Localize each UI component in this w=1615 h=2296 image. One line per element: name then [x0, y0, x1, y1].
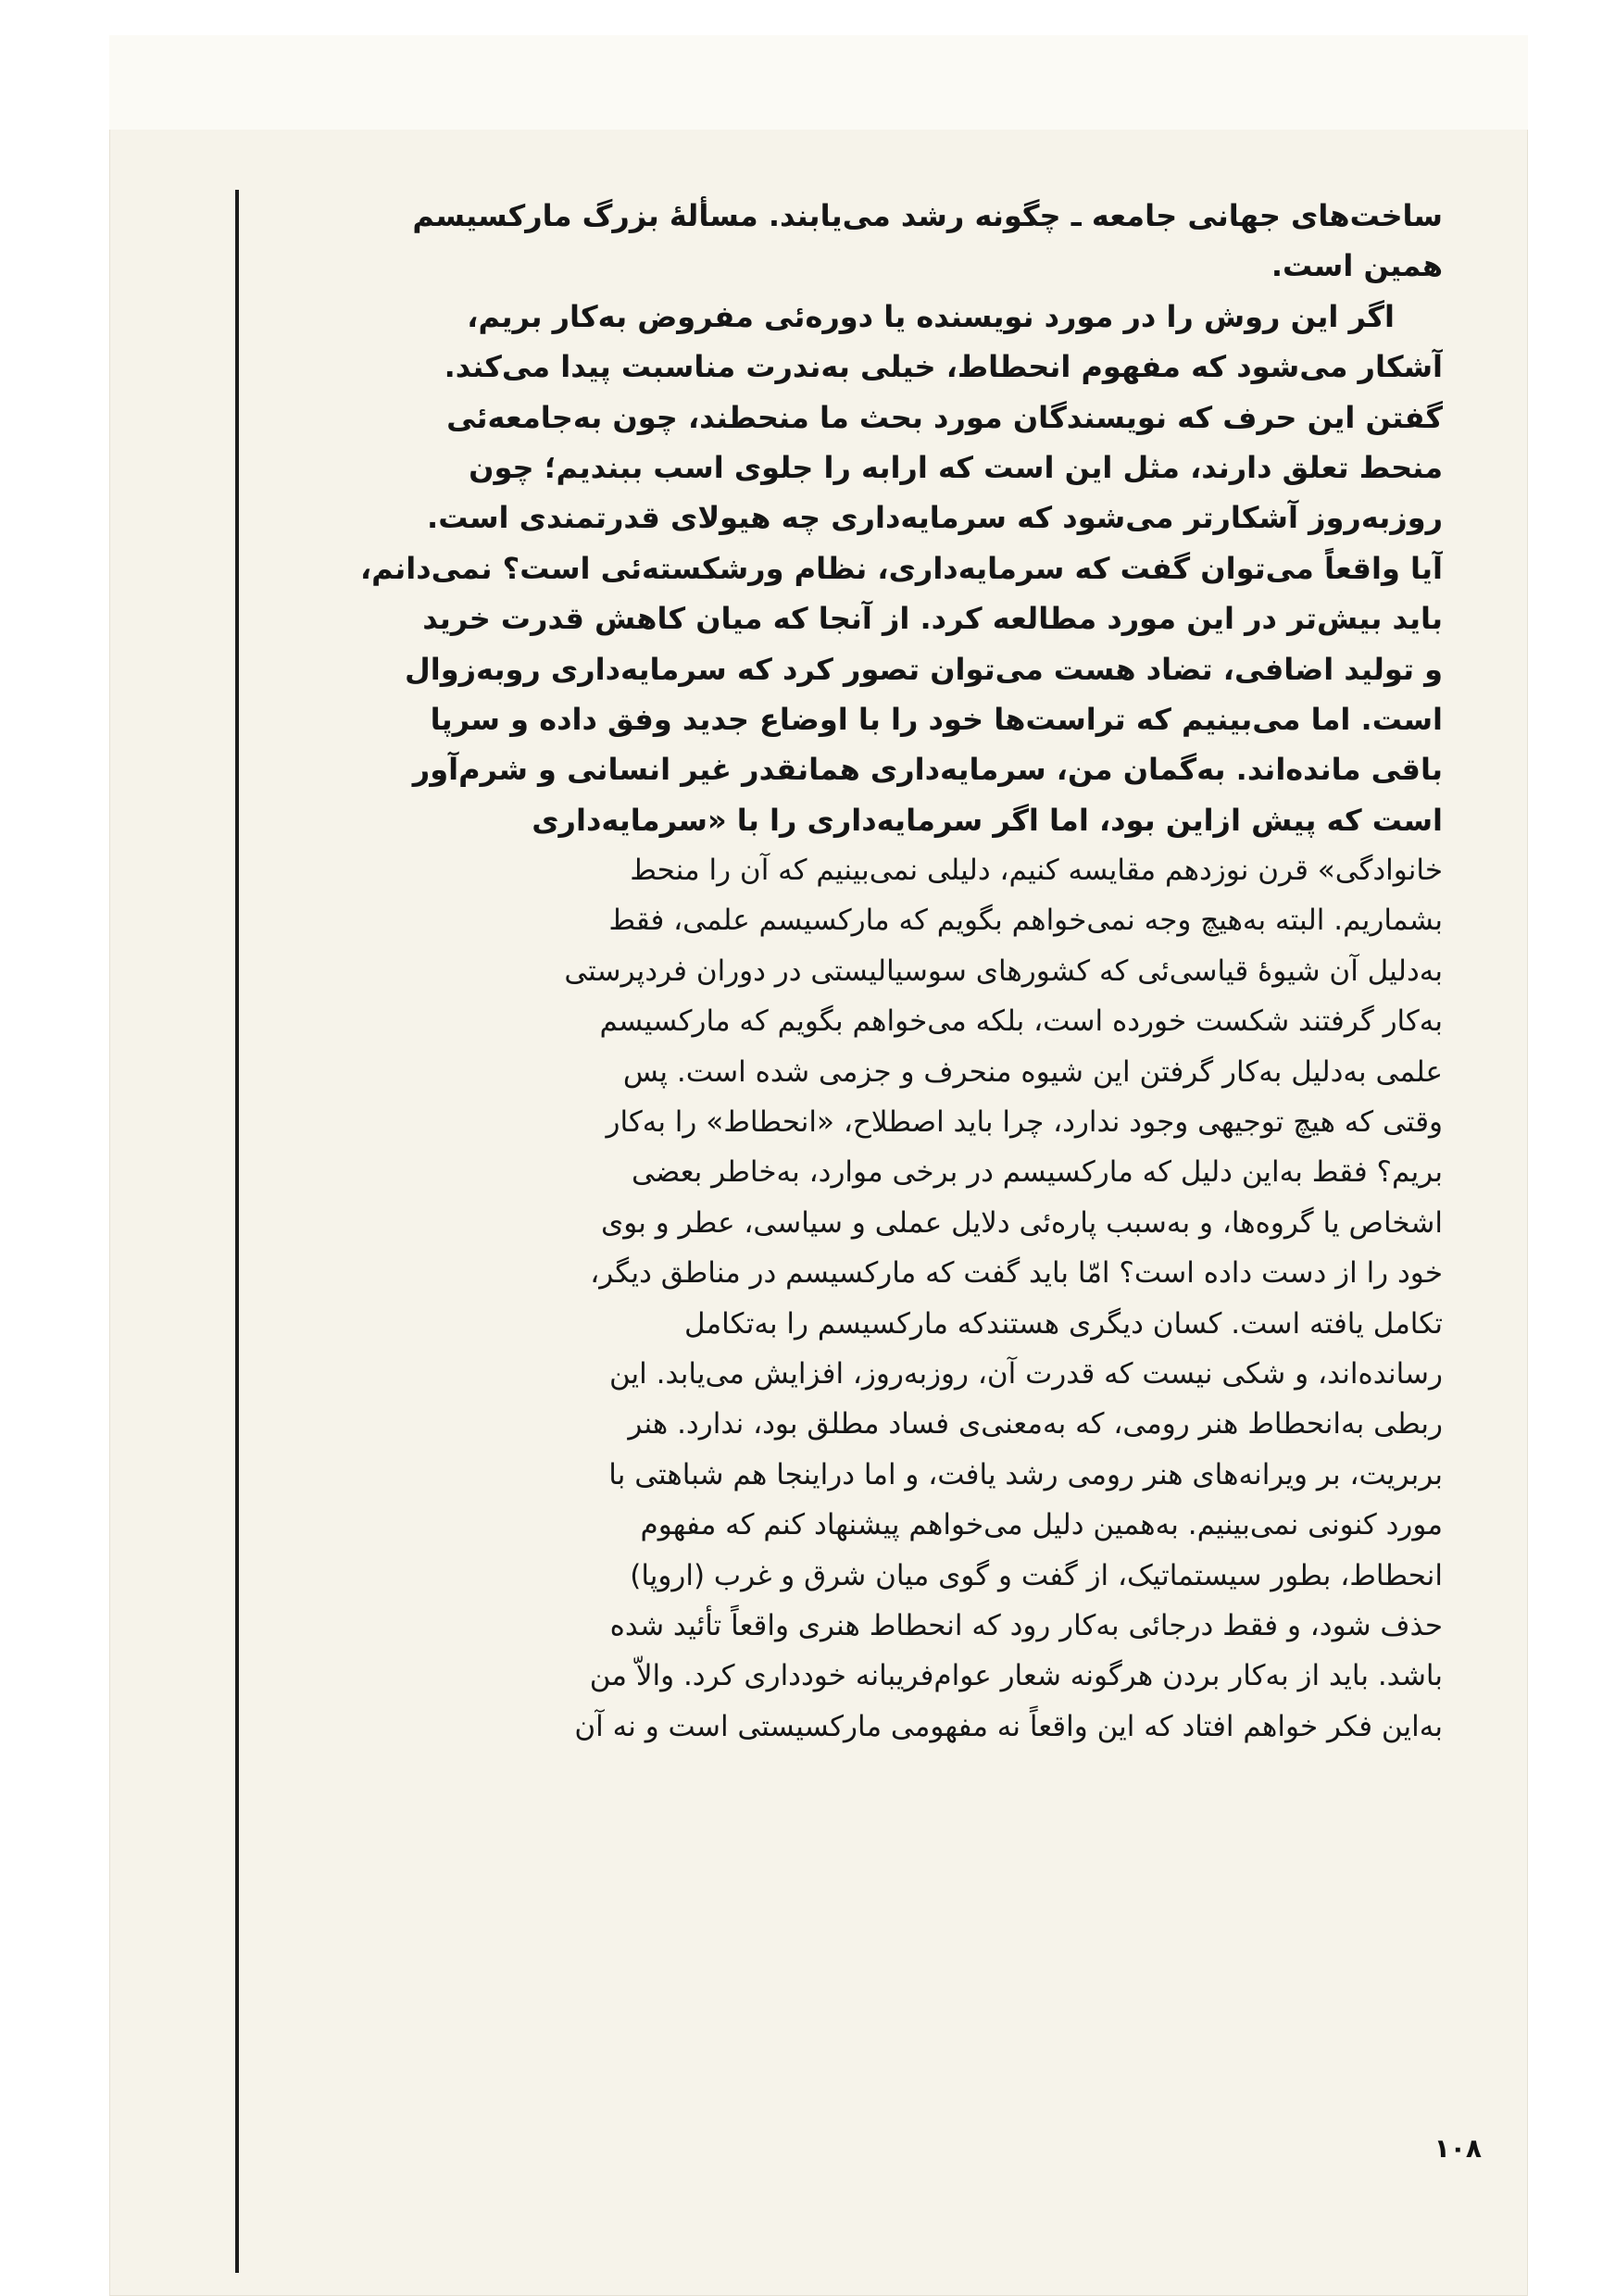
text-line: حذف شود، و فقط درجائی به‌کار رود که انحطاط هنری واقعاً تأئید شده: [609, 1608, 1443, 1642]
text-line: رسانده‌اند، و شکی نیست که قدرت آن، روزبه‌روز، افزایش می‌یابد. این: [608, 1356, 1443, 1391]
text-line: به‌دلیل آن شیوهٔ قیاسی‌ئی که کشورهای سوسیالیستی در دوران فردپرستی: [564, 954, 1443, 988]
text-line: انحطاط، بطور سیستماتیک، از گفت و گوی میان شرق و غرب (اروپا): [630, 1558, 1443, 1592]
text-line: باشد. باید از به‌کار بردن هرگونه شعار عوام‌فریبانه خودداری کرد. والاّ من: [589, 1659, 1443, 1693]
text-line: روزبه‌روز آشکارتر می‌شود که سرمایه‌داری چه هیولای قدرتمندی است.: [427, 500, 1443, 536]
text-line: همین است.: [1271, 248, 1443, 284]
text-line: خانوادگی» قرن نوزدهم مقایسه کنیم، دلیلی نمی‌بینیم که آن را منحط: [630, 854, 1443, 888]
faded-bleedthrough-band: [109, 35, 1528, 130]
text-line: خود را از دست داده است؟ امّا باید گفت که مارکسیسم در مناطق دیگر،: [590, 1256, 1443, 1291]
text-line: بشماریم. البته به‌هیچ وجه نمی‌خواهم بگویم که مارکسیسم علمی، فقط: [608, 904, 1443, 938]
text-line: گفتن این حرف که نویسندگان مورد بحث ما منحطند، چون به‌جامعه‌ئی: [446, 399, 1443, 435]
text-line: علمی به‌دلیل به‌کار گرفتن این شیوه منحرف و جزمی شده است. پس: [622, 1054, 1443, 1089]
text-line: ساخت‌های جهانی جامعه ـ چگونه رشد می‌یابند. مسألهٔ بزرگ مارکسیسم: [412, 198, 1443, 233]
lower-text-section: [248, 845, 1443, 1752]
body-text: [248, 191, 1443, 1752]
text-line: ربطی به‌انحطاط هنر رومی، که به‌معنی‌ی فساد مطلق بود، ندارد. هنر: [628, 1407, 1443, 1441]
text-line: به‌این فکر خواهم افتاد که این واقعاً نه مفهومی مارکسیستی است و نه آن: [574, 1709, 1443, 1743]
text-line: اشخاص یا گروه‌ها، و به‌سبب پاره‌ئی دلایل عملی و سیاسی، عطر و بوی: [600, 1205, 1443, 1240]
paragraph-first-line: اگر این روش را در مورد نویسنده یا دوره‌ئی مفروض به‌کار بریم،: [467, 298, 1395, 334]
page-number: ۱۰۸: [1433, 2132, 1482, 2164]
text-line: آیا واقعاً می‌توان گفت که سرمایه‌داری، نظام ورشکسته‌ئی است؟ نمی‌دانم،: [360, 550, 1443, 586]
text-line: است. اما می‌بینیم که تراست‌ها خود را با اوضاع جدید وفق داده و سرپا: [430, 701, 1443, 737]
text-line: منحط تعلق دارند، مثل این است که ارابه را جلوی اسب ببندیم؛ چون: [469, 449, 1443, 485]
text-line: و تولید اضافی، تضاد هست می‌توان تصور کرد که سرمایه‌داری روبه‌زوال: [404, 651, 1443, 687]
text-line: باقی مانده‌اند. به‌گمان من، سرمایه‌داری همانقدر غیر انسانی و شرم‌آور: [412, 752, 1443, 788]
text-line: باید بیش‌تر در این مورد مطالعه کرد. از آنجا که میان کاهش قدرت خرید: [422, 601, 1443, 637]
text-line: تکامل یافته است. کسان دیگری هستندکه مارکسیسم را به‌تکامل: [684, 1306, 1443, 1341]
margin-vertical-rule: [235, 190, 239, 2273]
text-line: وقتی که هیچ توجیهی وجود ندارد، چرا باید اصطلاح، «انحطاط» را به‌کار: [606, 1105, 1443, 1140]
text-line: به‌کار گرفتند شکست خورده است، بلکه می‌خواهم بگویم که مارکسیسم: [599, 1004, 1443, 1039]
text-line: است که پیش ازاین بود، اما اگر سرمایه‌داری را با «سرمایه‌داری: [532, 802, 1443, 838]
text-line: بریم؟ فقط به‌این دلیل که مارکسیسم در برخی موارد، به‌خاطر بعضی: [632, 1155, 1443, 1190]
text-line: آشکار می‌شود که مفهوم انحطاط، خیلی به‌ندرت مناسبت پیدا می‌کند.: [444, 349, 1443, 385]
text-line: بربریت، بر ویرانه‌های هنر رومی رشد یافت، و اما دراینجا هم شباهتی با: [608, 1457, 1443, 1491]
upper-text-section: [248, 191, 1443, 845]
text-line: مورد کنونی نمی‌بینیم. به‌همین دلیل می‌خواهم پیشنهاد کنم که مفهوم: [640, 1508, 1443, 1542]
